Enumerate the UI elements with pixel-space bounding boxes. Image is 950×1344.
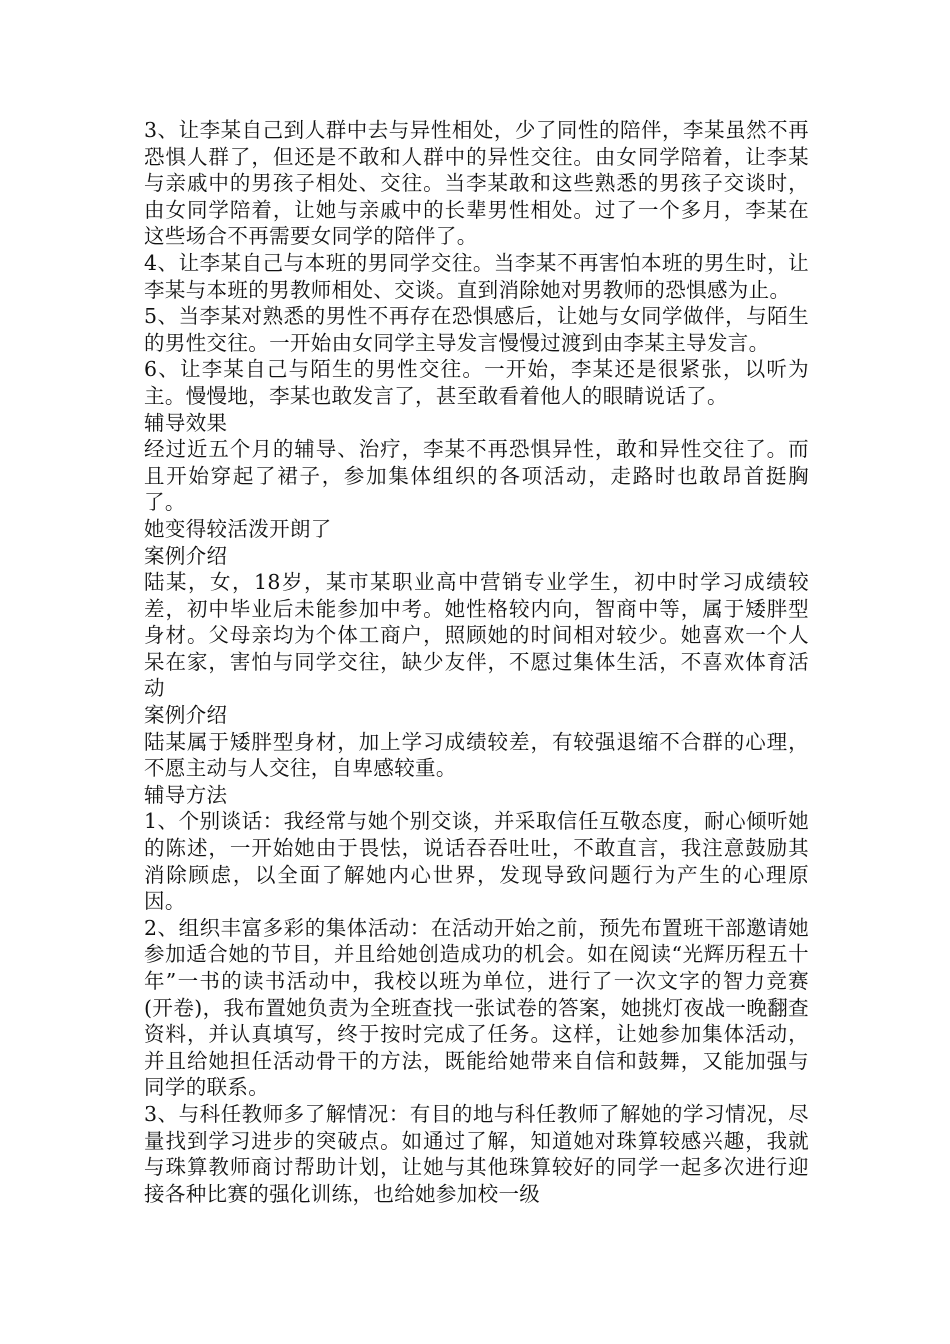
paragraph-step-3: 3、让李某自己到人群中去与异性相处，少了同性的陪伴，李某虽然不再恐惧人群了，但还是不敢和人群中的异性交往。由女同学陪着，让李某与亲戚中的男孩子相处、交往。当李某敢和这些熟悉的男孩子交谈时，由女同学陪着，让她与亲戚中的长辈男性相处。过了一个多月，李某在这些场合不再需要女同学的陪伴了。 (144, 118, 809, 249)
paragraph-case-analysis: 陆某属于矮胖型身材，加上学习成绩较差，有较强退缩不合群的心理，不愿主动与人交往，自卑感较重。 (144, 729, 809, 781)
paragraph-method-2: 2、组织丰富多彩的集体活动：在活动开始之前，预先布置班干部邀请她参加适合她的节目，并且给她创造成功的机会。如在阅读“光辉历程五十年”一书的读书活动中，我校以班为单位，进行了一次文字的智力竞赛(开卷)，我布置她负责为全班查找一张试卷的答案，她挑灯夜战一晚翻查资料，并认真填写，终于按时完成了任务。这样，让她参加集体活动，并且给她担任活动骨干的方法，既能给她带来自信和鼓舞，又能加强与同学的联系。 (144, 915, 809, 1100)
paragraph-step-5: 5、当李某对熟悉的男性不再存在恐惧感后，让她与女同学做伴，与陌生的男性交往。一开始由女同学主导发言慢慢过渡到由李某主导发言。 (144, 304, 809, 355)
document-body (144, 117, 809, 1207)
paragraph-method-1: 1、个别谈话：我经常与她个别交谈，并采取信任互敬态度，耐心倾听她的陈述，一开始她由于畏怯，说话吞吞吐吐，不敢直言，我注意鼓励其消除顾虑，以全面了解她内心世界，发现导致问题行为产生的心理原因。 (144, 809, 809, 914)
paragraph-case-intro: 陆某，女，18岁，某市某职业高中营销专业学生，初中时学习成绩较差，初中毕业后未能参加中考。她性格较内向，智商中等，属于矮胖型身材。父母亲均为个体工商户，照顾她的时间相对较少。她喜欢一个人呆在家，害怕与同学交往，缺少友伴，不愿过集体生活，不喜欢体育活动 (144, 570, 809, 701)
paragraph-step-6: 6、让李某自己与陌生的男性交往。一开始，李某还是很紧张，以听为主。慢慢地，李某也敢发言了，甚至敢看着他人的眼睛说话了。 (144, 357, 809, 408)
heading-case-intro-2: 案例介绍 (144, 703, 228, 728)
paragraph-step-4: 4、让李某自己与本班的男同学交往。当李某不再害怕本班的男生时，让李某与本班的男教师相处、交谈。直到消除她对男教师的恐惧感为止。 (144, 250, 809, 302)
heading-counseling-method: 辅导方法 (144, 782, 228, 807)
paragraph-effect: 经过近五个月的辅导、治疗，李某不再恐惧异性，敢和异性交往了。而且开始穿起了裙子，参加集体组织的各项活动，走路时也敢昂首挺胸了。 (144, 437, 809, 515)
paragraph-method-3: 3、与科任教师多了解情况：有目的地与科任教师了解她的学习情况，尽量找到学习进步的突破点。如通过了解，知道她对珠算较感兴趣，我就与珠算教师商讨帮助计划，让她与其他珠算较好的同学一起多次进行迎接各种比赛的强化训练，也给她参加校一级 (144, 1101, 809, 1206)
heading-title: 她变得较活泼开朗了 (144, 516, 332, 541)
heading-counseling-effect: 辅导效果 (144, 410, 228, 435)
heading-case-intro-1: 案例介绍 (144, 543, 228, 568)
